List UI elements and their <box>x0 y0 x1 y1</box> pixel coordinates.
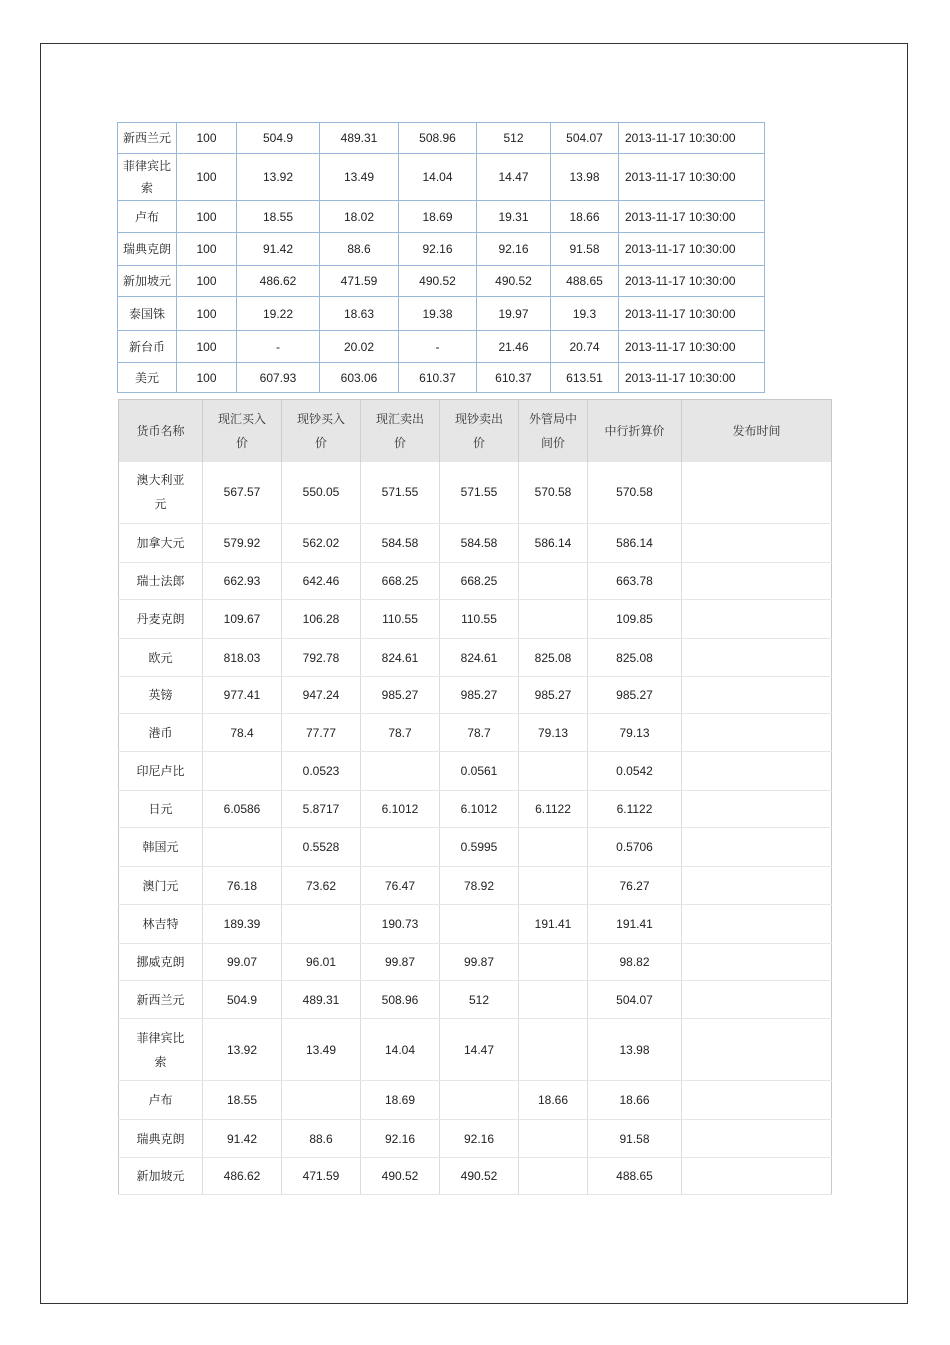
rate-cell: 96.01 <box>282 944 361 981</box>
currency-name-cell: 卢布 <box>118 201 177 233</box>
rate-cell: 18.69 <box>361 1081 440 1120</box>
header-boc-rate: 中行折算价 <box>588 400 682 462</box>
rate-cell: 14.04 <box>361 1019 440 1081</box>
rate-cell: 570.58 <box>519 462 588 524</box>
table-row <box>119 1158 832 1195</box>
header-safe-middle: 外管局中间价 <box>519 400 588 462</box>
rate-cell: 571.55 <box>361 462 440 524</box>
rate-cell: 0.0523 <box>282 752 361 791</box>
rate-cell <box>519 867 588 905</box>
rate-cell: 100 <box>177 331 237 363</box>
rate-cell: 78.7 <box>440 714 519 752</box>
currency-name-cell: 菲律宾比索 <box>119 1019 203 1081</box>
publish-time-cell <box>682 677 832 714</box>
publish-time-cell: 2013-11-17 10:30:00 <box>619 266 765 297</box>
rate-cell: 14.47 <box>440 1019 519 1081</box>
rate-cell <box>519 1158 588 1195</box>
rate-cell: 19.22 <box>237 297 320 331</box>
rate-cell: 78.4 <box>203 714 282 752</box>
rate-cell: 471.59 <box>282 1158 361 1195</box>
currency-name-cell: 泰国铢 <box>118 297 177 331</box>
rate-cell: 106.28 <box>282 600 361 639</box>
rate-cell: 79.13 <box>588 714 682 752</box>
publish-time-cell <box>682 524 832 563</box>
rate-cell: 19.31 <box>477 201 551 233</box>
rate-cell: 985.27 <box>361 677 440 714</box>
table-row <box>119 867 832 905</box>
rate-cell: 607.93 <box>237 363 320 393</box>
rate-cell: 91.58 <box>551 233 619 266</box>
publish-time-cell <box>682 944 832 981</box>
rate-cell <box>519 752 588 791</box>
table-row <box>119 639 832 677</box>
currency-name-cell: 林吉特 <box>119 905 203 944</box>
rate-cell: 78.92 <box>440 867 519 905</box>
rate-cell: 88.6 <box>282 1120 361 1158</box>
table-row <box>119 752 832 791</box>
publish-time-cell: 2013-11-17 10:30:00 <box>619 201 765 233</box>
rate-cell: 610.37 <box>399 363 477 393</box>
rate-cell: 189.39 <box>203 905 282 944</box>
currency-name-cell: 卢布 <box>119 1081 203 1120</box>
rate-cell: 579.92 <box>203 524 282 563</box>
rate-cell: 6.0586 <box>203 791 282 828</box>
currency-name-cell: 加拿大元 <box>119 524 203 563</box>
currency-name-cell: 瑞士法郎 <box>119 563 203 600</box>
rate-cell <box>519 1019 588 1081</box>
table-row <box>119 905 832 944</box>
rate-cell: 191.41 <box>588 905 682 944</box>
header-publish-time: 发布时间 <box>682 400 832 462</box>
rate-cell: 508.96 <box>361 981 440 1019</box>
rate-cell: 13.49 <box>320 154 399 201</box>
rate-cell: 13.98 <box>551 154 619 201</box>
rate-cell: 76.27 <box>588 867 682 905</box>
rate-cell: 109.67 <box>203 600 282 639</box>
table-row <box>119 563 832 600</box>
currency-name-cell: 韩国元 <box>119 828 203 867</box>
currency-name-cell: 瑞典克朗 <box>118 233 177 266</box>
rate-cell: 99.87 <box>440 944 519 981</box>
rate-cell: 6.1012 <box>440 791 519 828</box>
rate-cell: 818.03 <box>203 639 282 677</box>
rate-cell: 642.46 <box>282 563 361 600</box>
rate-cell: 488.65 <box>551 266 619 297</box>
table-row <box>118 233 765 266</box>
rate-cell: 20.02 <box>320 331 399 363</box>
publish-time-cell <box>682 462 832 524</box>
currency-name-cell: 新加坡元 <box>119 1158 203 1195</box>
table-row <box>119 524 832 563</box>
currency-name-cell: 日元 <box>119 791 203 828</box>
rate-cell: 471.59 <box>320 266 399 297</box>
rate-cell: 19.97 <box>477 297 551 331</box>
rate-cell: 490.52 <box>361 1158 440 1195</box>
publish-time-cell <box>682 1019 832 1081</box>
rate-cell: 14.47 <box>477 154 551 201</box>
publish-time-cell <box>682 752 832 791</box>
rate-cell: 0.0561 <box>440 752 519 791</box>
rate-cell: 586.14 <box>519 524 588 563</box>
currency-name-cell: 丹麦克朗 <box>119 600 203 639</box>
rate-cell: 6.1122 <box>588 791 682 828</box>
rate-cell: 490.52 <box>477 266 551 297</box>
rate-cell: 584.58 <box>440 524 519 563</box>
rate-cell: 824.61 <box>440 639 519 677</box>
rate-cell: 613.51 <box>551 363 619 393</box>
rate-cell: 21.46 <box>477 331 551 363</box>
rate-cell: 977.41 <box>203 677 282 714</box>
rate-cell: 562.02 <box>282 524 361 563</box>
rate-cell: 91.42 <box>237 233 320 266</box>
publish-time-cell <box>682 600 832 639</box>
rate-cell: 985.27 <box>519 677 588 714</box>
currency-name-cell: 英镑 <box>119 677 203 714</box>
rate-cell <box>361 828 440 867</box>
publish-time-cell: 2013-11-17 10:30:00 <box>619 363 765 393</box>
rate-cell <box>361 752 440 791</box>
rate-cell: 489.31 <box>320 123 399 154</box>
rate-cell: 488.65 <box>588 1158 682 1195</box>
rate-cell: 14.04 <box>399 154 477 201</box>
rate-cell: 985.27 <box>588 677 682 714</box>
rate-cell: 18.02 <box>320 201 399 233</box>
rate-cell: 18.55 <box>237 201 320 233</box>
rate-cell: 0.5706 <box>588 828 682 867</box>
rate-cell: 490.52 <box>440 1158 519 1195</box>
table-row <box>119 944 832 981</box>
rate-cell: 100 <box>177 123 237 154</box>
currency-name-cell: 澳门元 <box>119 867 203 905</box>
rate-cell: 550.05 <box>282 462 361 524</box>
publish-time-cell <box>682 1120 832 1158</box>
rate-cell: - <box>399 331 477 363</box>
rate-cell: 13.98 <box>588 1019 682 1081</box>
rate-cell: 504.07 <box>588 981 682 1019</box>
rate-cell: 18.55 <box>203 1081 282 1120</box>
publish-time-cell <box>682 1158 832 1195</box>
rate-cell <box>203 828 282 867</box>
rate-cell: 18.69 <box>399 201 477 233</box>
header-cash-buy: 现钞买入价 <box>282 400 361 462</box>
rate-cell: 79.13 <box>519 714 588 752</box>
rate-cell: 486.62 <box>237 266 320 297</box>
rate-cell: 92.16 <box>399 233 477 266</box>
rate-cell: 489.31 <box>282 981 361 1019</box>
rate-cell: 663.78 <box>588 563 682 600</box>
currency-name-cell: 新西兰元 <box>118 123 177 154</box>
table-row <box>119 714 832 752</box>
table-row <box>118 331 765 363</box>
rate-cell: 99.07 <box>203 944 282 981</box>
publish-time-cell <box>682 867 832 905</box>
rate-cell: 78.7 <box>361 714 440 752</box>
rate-cell <box>519 944 588 981</box>
table-row <box>118 123 765 154</box>
table-row <box>118 297 765 331</box>
rate-cell: 100 <box>177 201 237 233</box>
rate-cell: 99.87 <box>361 944 440 981</box>
rate-cell: 512 <box>440 981 519 1019</box>
rate-cell: 73.62 <box>282 867 361 905</box>
rate-cell: 586.14 <box>588 524 682 563</box>
currency-name-cell: 新加坡元 <box>118 266 177 297</box>
rate-cell: 110.55 <box>361 600 440 639</box>
rate-cell: 19.38 <box>399 297 477 331</box>
rate-cell: 13.49 <box>282 1019 361 1081</box>
rate-cell: 610.37 <box>477 363 551 393</box>
currency-name-cell: 欧元 <box>119 639 203 677</box>
rate-cell: 92.16 <box>440 1120 519 1158</box>
publish-time-cell: 2013-11-17 10:30:00 <box>619 233 765 266</box>
table-row <box>119 828 832 867</box>
publish-time-cell <box>682 1081 832 1120</box>
currency-name-cell: 印尼卢比 <box>119 752 203 791</box>
table-row <box>119 600 832 639</box>
bottom-exchange-table <box>118 399 832 1195</box>
rate-cell: 5.8717 <box>282 791 361 828</box>
publish-time-cell <box>682 828 832 867</box>
table-row <box>118 363 765 393</box>
rate-cell: 98.82 <box>588 944 682 981</box>
table-row <box>119 1081 832 1120</box>
rate-cell <box>203 752 282 791</box>
header-spot-buy: 现汇买入价 <box>203 400 282 462</box>
rate-cell: - <box>237 331 320 363</box>
table-row <box>119 677 832 714</box>
rate-cell: 100 <box>177 297 237 331</box>
rate-cell: 20.74 <box>551 331 619 363</box>
table-header-row <box>119 400 832 462</box>
table-row <box>119 462 832 524</box>
rate-cell: 109.85 <box>588 600 682 639</box>
header-currency-name: 货币名称 <box>119 400 203 462</box>
rate-cell <box>282 1081 361 1120</box>
rate-cell: 504.9 <box>237 123 320 154</box>
currency-name-cell: 美元 <box>118 363 177 393</box>
rate-cell: 110.55 <box>440 600 519 639</box>
rate-cell: 0.5995 <box>440 828 519 867</box>
publish-time-cell: 2013-11-17 10:30:00 <box>619 297 765 331</box>
publish-time-cell <box>682 639 832 677</box>
rate-cell: 570.58 <box>588 462 682 524</box>
rate-cell: 91.58 <box>588 1120 682 1158</box>
currency-name-cell: 挪威克朗 <box>119 944 203 981</box>
rate-cell: 662.93 <box>203 563 282 600</box>
publish-time-cell <box>682 563 832 600</box>
rate-cell: 508.96 <box>399 123 477 154</box>
rate-cell: 0.5528 <box>282 828 361 867</box>
currency-name-cell: 新台币 <box>118 331 177 363</box>
publish-time-cell: 2013-11-17 10:30:00 <box>619 154 765 201</box>
table-row <box>119 791 832 828</box>
currency-name-cell: 菲律宾比索 <box>118 154 177 201</box>
rate-cell: 76.18 <box>203 867 282 905</box>
rate-cell: 13.92 <box>237 154 320 201</box>
rate-cell: 100 <box>177 266 237 297</box>
rate-cell: 77.77 <box>282 714 361 752</box>
rate-cell: 571.55 <box>440 462 519 524</box>
rate-cell: 76.47 <box>361 867 440 905</box>
rate-cell <box>519 981 588 1019</box>
rate-cell: 100 <box>177 154 237 201</box>
top-exchange-table <box>117 122 765 393</box>
publish-time-cell <box>682 791 832 828</box>
rate-cell: 88.6 <box>320 233 399 266</box>
rate-cell: 92.16 <box>361 1120 440 1158</box>
rate-cell <box>282 905 361 944</box>
rate-cell: 100 <box>177 233 237 266</box>
table-row <box>119 1019 832 1081</box>
rate-cell: 18.66 <box>588 1081 682 1120</box>
table-row <box>119 1120 832 1158</box>
currency-name-cell: 瑞典克朗 <box>119 1120 203 1158</box>
rate-cell: 504.07 <box>551 123 619 154</box>
rate-cell: 100 <box>177 363 237 393</box>
rate-cell: 825.08 <box>519 639 588 677</box>
rate-cell <box>440 1081 519 1120</box>
rate-cell: 668.25 <box>361 563 440 600</box>
rate-cell <box>519 1120 588 1158</box>
rate-cell <box>519 600 588 639</box>
rate-cell: 92.16 <box>477 233 551 266</box>
table-row <box>119 981 832 1019</box>
rate-cell: 190.73 <box>361 905 440 944</box>
rate-cell: 603.06 <box>320 363 399 393</box>
rate-cell: 13.92 <box>203 1019 282 1081</box>
rate-cell: 947.24 <box>282 677 361 714</box>
publish-time-cell <box>682 714 832 752</box>
rate-cell: 18.66 <box>551 201 619 233</box>
publish-time-cell <box>682 981 832 1019</box>
table-row <box>118 154 765 201</box>
rate-cell: 512 <box>477 123 551 154</box>
rate-cell <box>519 828 588 867</box>
rate-cell: 6.1122 <box>519 791 588 828</box>
rate-cell: 490.52 <box>399 266 477 297</box>
rate-cell <box>519 563 588 600</box>
rate-cell: 567.57 <box>203 462 282 524</box>
rate-cell: 0.0542 <box>588 752 682 791</box>
rate-cell: 792.78 <box>282 639 361 677</box>
currency-name-cell: 澳大利亚元 <box>119 462 203 524</box>
rate-cell: 18.63 <box>320 297 399 331</box>
publish-time-cell: 2013-11-17 10:30:00 <box>619 123 765 154</box>
table-row <box>118 201 765 233</box>
rate-cell: 584.58 <box>361 524 440 563</box>
rate-cell: 6.1012 <box>361 791 440 828</box>
rate-cell: 825.08 <box>588 639 682 677</box>
rate-cell: 668.25 <box>440 563 519 600</box>
rate-cell: 191.41 <box>519 905 588 944</box>
publish-time-cell: 2013-11-17 10:30:00 <box>619 331 765 363</box>
header-cash-sell: 现钞卖出价 <box>440 400 519 462</box>
publish-time-cell <box>682 905 832 944</box>
rate-cell: 985.27 <box>440 677 519 714</box>
rate-cell: 91.42 <box>203 1120 282 1158</box>
currency-name-cell: 新西兰元 <box>119 981 203 1019</box>
rate-cell <box>440 905 519 944</box>
rate-cell: 18.66 <box>519 1081 588 1120</box>
table-row <box>118 266 765 297</box>
rate-cell: 824.61 <box>361 639 440 677</box>
rate-cell: 19.3 <box>551 297 619 331</box>
rate-cell: 504.9 <box>203 981 282 1019</box>
rate-cell: 486.62 <box>203 1158 282 1195</box>
currency-name-cell: 港币 <box>119 714 203 752</box>
header-spot-sell: 现汇卖出价 <box>361 400 440 462</box>
